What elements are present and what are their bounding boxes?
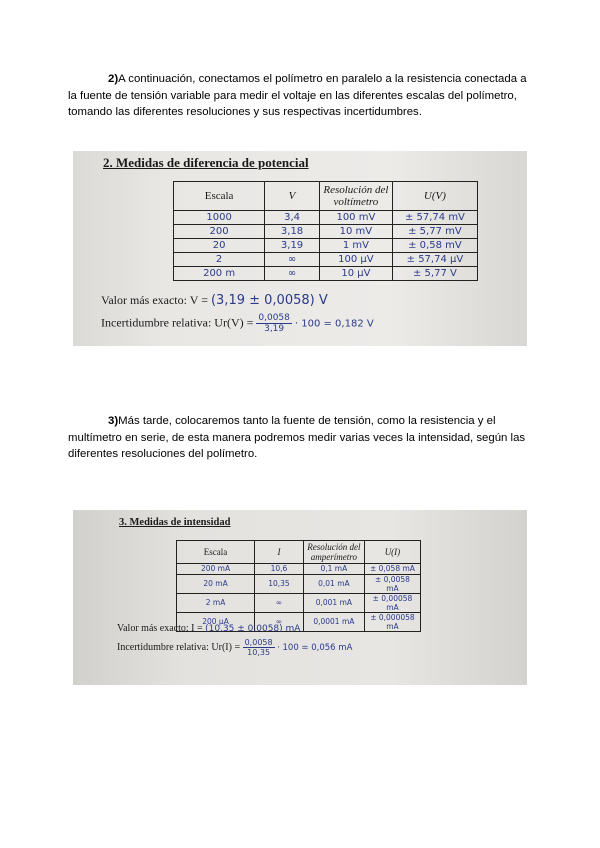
cell-scale: 200 bbox=[174, 225, 265, 239]
current-table bbox=[176, 540, 421, 632]
paragraph-text: Más tarde, colocaremos tanto la fuente de tensión, como la resistencia y el multímetro en serie, de esta manera podremos medir varias veces la intensidad, según las diferentes resoluciones del polímetro. bbox=[68, 415, 526, 460]
cell-resolution: 100 mV bbox=[319, 211, 392, 225]
header-resolution: Resolución del amperímetro bbox=[303, 541, 364, 564]
relative-uncertainty-fraction bbox=[243, 638, 275, 657]
header-voltage: V bbox=[265, 182, 320, 211]
cell-uncertainty: ± 0,58 mV bbox=[392, 239, 477, 253]
table-row bbox=[174, 225, 478, 239]
header-uncertainty: U(I) bbox=[364, 541, 420, 564]
cell-scale: 2 bbox=[174, 253, 265, 267]
paragraph-voltage-intro bbox=[68, 71, 530, 121]
relative-uncertainty-result: · 100 = 0,056 mA bbox=[277, 642, 353, 653]
fraction-denominator: 3,19 bbox=[264, 324, 285, 334]
cell-resolution: 100 µV bbox=[319, 253, 392, 267]
cell-uncertainty: ± 57,74 mV bbox=[392, 211, 477, 225]
cell-scale: 200 m bbox=[174, 267, 265, 281]
table-row bbox=[177, 593, 421, 612]
paragraph-current-intro bbox=[68, 413, 530, 463]
voltage-measurements-photo bbox=[73, 151, 527, 346]
fraction-denominator: 10,35 bbox=[247, 648, 271, 657]
cell-uncertainty: ± 0,00058 mA bbox=[364, 593, 420, 612]
cell-value: 3,18 bbox=[265, 225, 320, 239]
voltage-table bbox=[173, 181, 478, 281]
cell-value: 3,19 bbox=[265, 239, 320, 253]
cell-uncertainty: ± 0,0058 mA bbox=[364, 574, 420, 593]
photo-section-title: 2. Medidas de diferencia de potencial bbox=[103, 155, 309, 170]
paragraph-number: 2) bbox=[108, 73, 119, 85]
cell-uncertainty: ± 5,77 V bbox=[392, 267, 477, 281]
table-row bbox=[174, 239, 478, 253]
cell-scale: 2 mA bbox=[177, 593, 255, 612]
header-uncertainty: U(V) bbox=[392, 182, 477, 211]
cell-value: ∞ bbox=[255, 593, 304, 612]
table-row bbox=[177, 564, 421, 575]
cell-value: ∞ bbox=[255, 612, 304, 631]
relative-uncertainty-result: · 100 = 0,182 V bbox=[294, 318, 374, 330]
fraction-numerator: 0,0058 bbox=[244, 638, 273, 647]
relative-uncertainty-fraction bbox=[256, 313, 292, 334]
cell-value: ∞ bbox=[265, 267, 320, 281]
exact-value-label: Valor más exacto: I = bbox=[117, 623, 203, 634]
header-current: I bbox=[255, 541, 304, 564]
cell-resolution: 10 mV bbox=[319, 225, 392, 239]
cell-uncertainty: ± 0,000058 mA bbox=[364, 612, 420, 631]
cell-scale: 200 mA bbox=[177, 564, 255, 575]
photo-section-title: 3. Medidas de intensidad bbox=[119, 517, 231, 528]
table-row bbox=[174, 211, 478, 225]
exact-value-label: Valor más exacto: V = bbox=[101, 293, 208, 307]
cell-uncertainty: ± 5,77 mV bbox=[392, 225, 477, 239]
table-row bbox=[177, 574, 421, 593]
cell-scale: 1000 bbox=[174, 211, 265, 225]
table-row bbox=[174, 267, 478, 281]
paragraph-text: A continuación, conectamos el polímetro en paralelo a la resistencia conectada a la fuente de tensión variable para medir el voltaje en las diferentes escalas del polímetro, tomando las diferentes resoluciones y sus respectivas incertidumbres. bbox=[68, 73, 527, 118]
relative-uncertainty-label: Incertidumbre relativa: Ur(V) = bbox=[101, 315, 254, 330]
cell-scale: 20 bbox=[174, 239, 265, 253]
fraction-numerator: 0,0058 bbox=[258, 313, 290, 323]
cell-uncertainty: ± 57,74 µV bbox=[392, 253, 477, 267]
paragraph-number: 3) bbox=[108, 415, 119, 427]
exact-value-handwritten: (10,35 ± 0,0058) mA bbox=[205, 624, 301, 634]
cell-scale: 200 µA bbox=[177, 612, 255, 631]
cell-uncertainty: ± 0,058 mA bbox=[364, 564, 420, 575]
relative-uncertainty-line bbox=[117, 638, 352, 657]
cell-scale: 20 mA bbox=[177, 574, 255, 593]
cell-resolution: 0,0001 mA bbox=[303, 612, 364, 631]
cell-resolution: 10 µV bbox=[319, 267, 392, 281]
cell-value: 10,35 bbox=[255, 574, 304, 593]
table-row bbox=[174, 253, 478, 267]
current-measurements-photo bbox=[73, 510, 527, 685]
cell-value: ∞ bbox=[265, 253, 320, 267]
relative-uncertainty-label: Incertidumbre relativa: Ur(I) = bbox=[117, 641, 241, 653]
cell-resolution: 0,001 mA bbox=[303, 593, 364, 612]
header-resolution: Resolución del voltímetro bbox=[319, 182, 392, 211]
cell-resolution: 0,1 mA bbox=[303, 564, 364, 575]
exact-value-line bbox=[101, 293, 328, 308]
cell-value: 3,4 bbox=[265, 211, 320, 225]
cell-resolution: 1 mV bbox=[319, 239, 392, 253]
table-header-row bbox=[174, 182, 478, 211]
cell-value: 10,6 bbox=[255, 564, 304, 575]
table-header-row bbox=[177, 541, 421, 564]
cell-resolution: 0,01 mA bbox=[303, 574, 364, 593]
header-scale: Escala bbox=[174, 182, 265, 211]
relative-uncertainty-line bbox=[101, 313, 374, 334]
header-scale: Escala bbox=[177, 541, 255, 564]
exact-value-handwritten: (3,19 ± 0,0058) V bbox=[210, 293, 328, 308]
exact-value-line bbox=[117, 623, 300, 634]
